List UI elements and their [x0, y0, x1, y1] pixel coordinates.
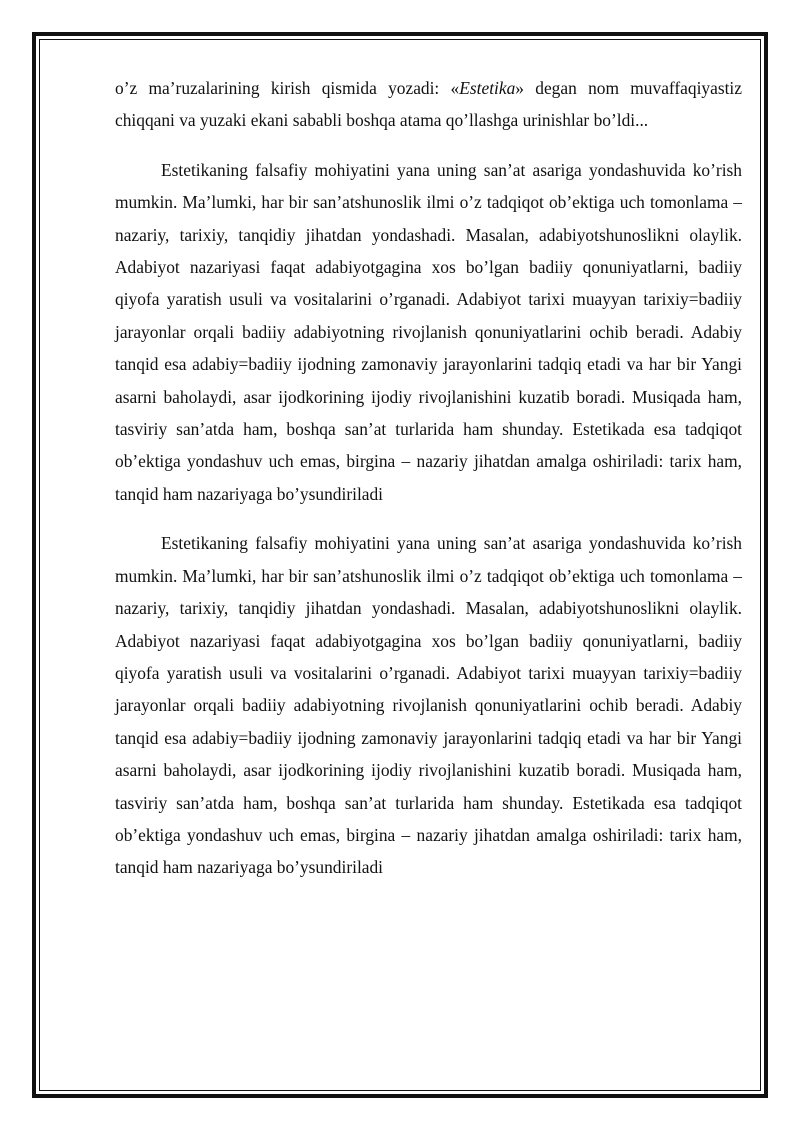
paragraph-3: Estetikaning falsafiy mohiyatini yana uning san’at asariga yondashuvida ko’rish mumkin. Ma’lumki, har bir san’atshunoslik ilmi o’z tadqiqot ob’ektiga uch tomonlama – nazariy, tarixiy, tanqidiy jihatdan yondashadi. Masalan, adabiyotshunoslikni olaylik. Adabiyot nazariyasi faqat adabiyotgagina xos bo’lgan badiiy qonuniyatlarni, badiiy qiyofa yaratish usuli va vositalarini o’rganadi. Adabiyot tarixi muayyan tarixiy=badiiy jarayonlar orqali badiiy adabiyotning rivojlanish qonuniyatlarini ochib beradi. Adabiy tanqid esa adabiy=badiiy ijodning zamonaviy jarayonlarini tadqiq etadi va har bir Yangi asarni baholaydi, asar ijodkorining ijodiy rivojlanishini kuzatib boradi. Musiqada ham, tasviriy san’atda ham, boshqa san’at turlarida ham shunday. Estetikada esa tadqiqot ob’ektiga yondashuv uch emas, birgina – nazariy jihatdan amalga oshiriladi: tarix ham, tanqid ham nazariyaga bo’ysundiriladi	[115, 533, 742, 878]
paragraph-spacer	[115, 510, 742, 527]
paragraph-1-text-after: » degan nom muvaffaqiyastiz chiqqani va yuzaki ekani sababli boshqa atama qo’llashga urinishlar bo’ldi...	[115, 78, 742, 131]
paragraph-1-emphasis: Estetika	[459, 78, 516, 98]
document-body	[115, 72, 742, 884]
paragraph-2: Estetikaning falsafiy mohiyatini yana uning san’at asariga yondashuvida ko’rish mumkin. Ma’lumki, har bir san’atshunoslik ilmi o’z tadqiqot ob’ektiga uch tomonlama – nazariy, tarixiy, tanqidiy jihatdan yondashadi. Masalan, adabiyotshunoslikni olaylik. Adabiyot nazariyasi faqat adabiyotgagina xos bo’lgan badiiy qonuniyatlarni, badiiy qiyofa yaratish usuli va vositalarini o’rganadi. Adabiyot tarixi muayyan tarixiy=badiiy jarayonlar orqali badiiy adabiyotning rivojlanish qonuniyatlarini ochib beradi. Adabiy tanqid esa adabiy=badiiy ijodning zamonaviy jarayonlarini tadqiq etadi va har bir Yangi asarni baholaydi, asar ijodkorining ijodiy rivojlanishini kuzatib boradi. Musiqada ham, tasviriy san’atda ham, boshqa san’at turlarida ham shunday. Estetikada esa tadqiqot ob’ektiga yondashuv uch emas, birgina – nazariy jihatdan amalga oshiriladi: tarix ham, tanqid ham nazariyaga bo’ysundiriladi	[115, 159, 742, 504]
paragraph-spacer	[115, 137, 742, 154]
paragraph-1-text-before: o’z ma’ruzalarining kirish qismida yozadi: «	[115, 78, 460, 98]
paragraph-1	[115, 72, 742, 137]
